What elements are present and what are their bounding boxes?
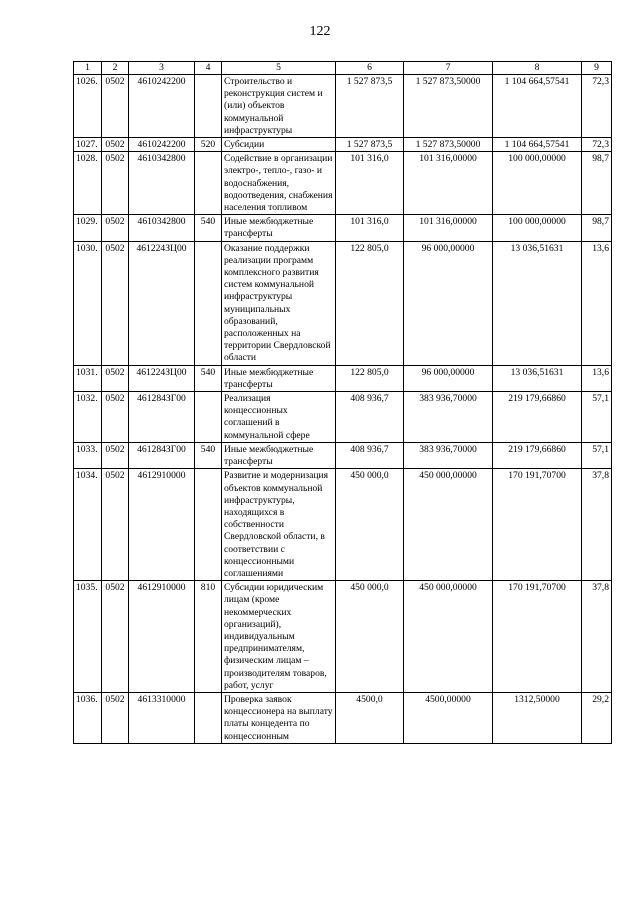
column-header: 8 [493,62,582,75]
column-header: 5 [222,62,336,75]
target-article-code: 4610342800 [129,215,195,241]
approved-amount: 1 527 873,50000 [404,138,493,152]
planned-amount: 408 936,7 [336,392,404,443]
column-header: 2 [102,62,129,75]
target-article-code: 4610242200 [129,75,195,138]
section-code: 0502 [102,392,129,443]
row-number: 1035. [74,581,102,693]
execution-percent: 72,3 [582,75,612,138]
expense-type-code [195,152,222,215]
expense-type-code: 540 [195,442,222,468]
executed-amount: 13 036,51631 [493,241,582,365]
approved-amount: 1 527 873,50000 [404,75,493,138]
approved-amount: 96 000,00000 [404,365,493,391]
section-code: 0502 [102,469,129,581]
planned-amount: 1 527 873,5 [336,138,404,152]
item-name: Проверка заявок концессионера на выплату платы концедента по концессионным [222,692,336,743]
row-number: 1031. [74,365,102,391]
approved-amount: 101 316,00000 [404,215,493,241]
executed-amount: 13 036,51631 [493,365,582,391]
table-row [74,241,612,365]
approved-amount: 101 316,00000 [404,152,493,215]
section-code: 0502 [102,581,129,693]
row-number: 1029. [74,215,102,241]
planned-amount: 408 936,7 [336,442,404,468]
executed-amount: 170 191,70700 [493,469,582,581]
planned-amount: 4500,0 [336,692,404,743]
expense-type-code: 540 [195,365,222,391]
target-article-code: 461284ЗГ00 [129,442,195,468]
target-article-code: 461224ЗЦ00 [129,241,195,365]
item-name: Субсидии [222,138,336,152]
header-row [74,62,612,75]
section-code: 0502 [102,138,129,152]
planned-amount: 101 316,0 [336,152,404,215]
expense-type-code [195,692,222,743]
execution-percent: 13,6 [582,241,612,365]
column-header: 4 [195,62,222,75]
executed-amount: 219 179,66860 [493,442,582,468]
execution-percent: 37,8 [582,581,612,693]
executed-amount: 100 000,00000 [493,215,582,241]
row-number: 1034. [74,469,102,581]
column-header: 6 [336,62,404,75]
planned-amount: 122 805,0 [336,241,404,365]
item-name: Развитие и модернизация объектов коммунальной инфраструктуры, находящихся в собственности Свердловской области, в соответствии с концессионными соглашениями [222,469,336,581]
executed-amount: 219 179,66860 [493,392,582,443]
target-article-code: 4610342800 [129,152,195,215]
approved-amount: 450 000,00000 [404,581,493,693]
section-code: 0502 [102,692,129,743]
expense-type-code: 810 [195,581,222,693]
expense-type-code [195,75,222,138]
target-article-code: 461284ЗГ00 [129,392,195,443]
planned-amount: 450 000,0 [336,581,404,693]
target-article-code: 4613310000 [129,692,195,743]
column-header: 9 [582,62,612,75]
executed-amount: 1312,50000 [493,692,582,743]
planned-amount: 450 000,0 [336,469,404,581]
planned-amount: 122 805,0 [336,365,404,391]
section-code: 0502 [102,215,129,241]
row-number: 1030. [74,241,102,365]
execution-percent: 98,7 [582,215,612,241]
column-header: 7 [404,62,493,75]
executed-amount: 1 104 664,57541 [493,138,582,152]
planned-amount: 1 527 873,5 [336,75,404,138]
planned-amount: 101 316,0 [336,215,404,241]
section-code: 0502 [102,75,129,138]
row-number: 1036. [74,692,102,743]
row-number: 1026. [74,75,102,138]
approved-amount: 383 936,70000 [404,392,493,443]
table-row [74,365,612,391]
row-number: 1032. [74,392,102,443]
executed-amount: 100 000,00000 [493,152,582,215]
execution-percent: 57,1 [582,392,612,443]
item-name: Иные межбюджетные трансферты [222,442,336,468]
execution-percent: 13,6 [582,365,612,391]
execution-percent: 57,1 [582,442,612,468]
expense-type-code: 520 [195,138,222,152]
section-code: 0502 [102,365,129,391]
section-code: 0502 [102,241,129,365]
expense-type-code [195,469,222,581]
budget-table [73,61,612,744]
table-row [74,692,612,743]
item-name: Иные межбюджетные трансферты [222,215,336,241]
table-row [74,442,612,468]
item-name: Реализация концессионных соглашений в коммунальной сфере [222,392,336,443]
execution-percent: 29,2 [582,692,612,743]
approved-amount: 96 000,00000 [404,241,493,365]
approved-amount: 4500,00000 [404,692,493,743]
execution-percent: 72,3 [582,138,612,152]
column-header: 1 [74,62,102,75]
page-number: 122 [309,24,331,39]
execution-percent: 98,7 [582,152,612,215]
target-article-code: 461224ЗЦ00 [129,365,195,391]
execution-percent: 37,8 [582,469,612,581]
item-name: Иные межбюджетные трансферты [222,365,336,391]
table-row [74,152,612,215]
executed-amount: 1 104 664,57541 [493,75,582,138]
table-row [74,215,612,241]
column-header: 3 [129,62,195,75]
item-name: Содействие в организации электро-, тепло-, газо- и водоснабжения, водоотведения, снабжения населения топливом [222,152,336,215]
row-number: 1027. [74,138,102,152]
executed-amount: 170 191,70700 [493,581,582,693]
target-article-code: 4612910000 [129,469,195,581]
section-code: 0502 [102,152,129,215]
item-name: Строительство и реконструкция систем и (или) объектов коммунальной инфраструктуры [222,75,336,138]
approved-amount: 383 936,70000 [404,442,493,468]
approved-amount: 450 000,00000 [404,469,493,581]
expense-type-code [195,241,222,365]
target-article-code: 4612910000 [129,581,195,693]
table-row [74,138,612,152]
item-name: Субсидии юридическим лицам (кроме некоммерческих организаций), индивидуальным предпринимателям, физическим лицам – производителям товаров, работ, услуг [222,581,336,693]
row-number: 1033. [74,442,102,468]
table-row [74,469,612,581]
expense-type-code: 540 [195,215,222,241]
row-number: 1028. [74,152,102,215]
table-row [74,581,612,693]
target-article-code: 4610242200 [129,138,195,152]
table-row [74,75,612,138]
expense-type-code [195,392,222,443]
section-code: 0502 [102,442,129,468]
item-name: Оказание поддержки реализации программ комплексного развития систем коммунальной инфраструктуры муниципальных образований, расположенных на территории Свердловской области [222,241,336,365]
table-row [74,392,612,443]
